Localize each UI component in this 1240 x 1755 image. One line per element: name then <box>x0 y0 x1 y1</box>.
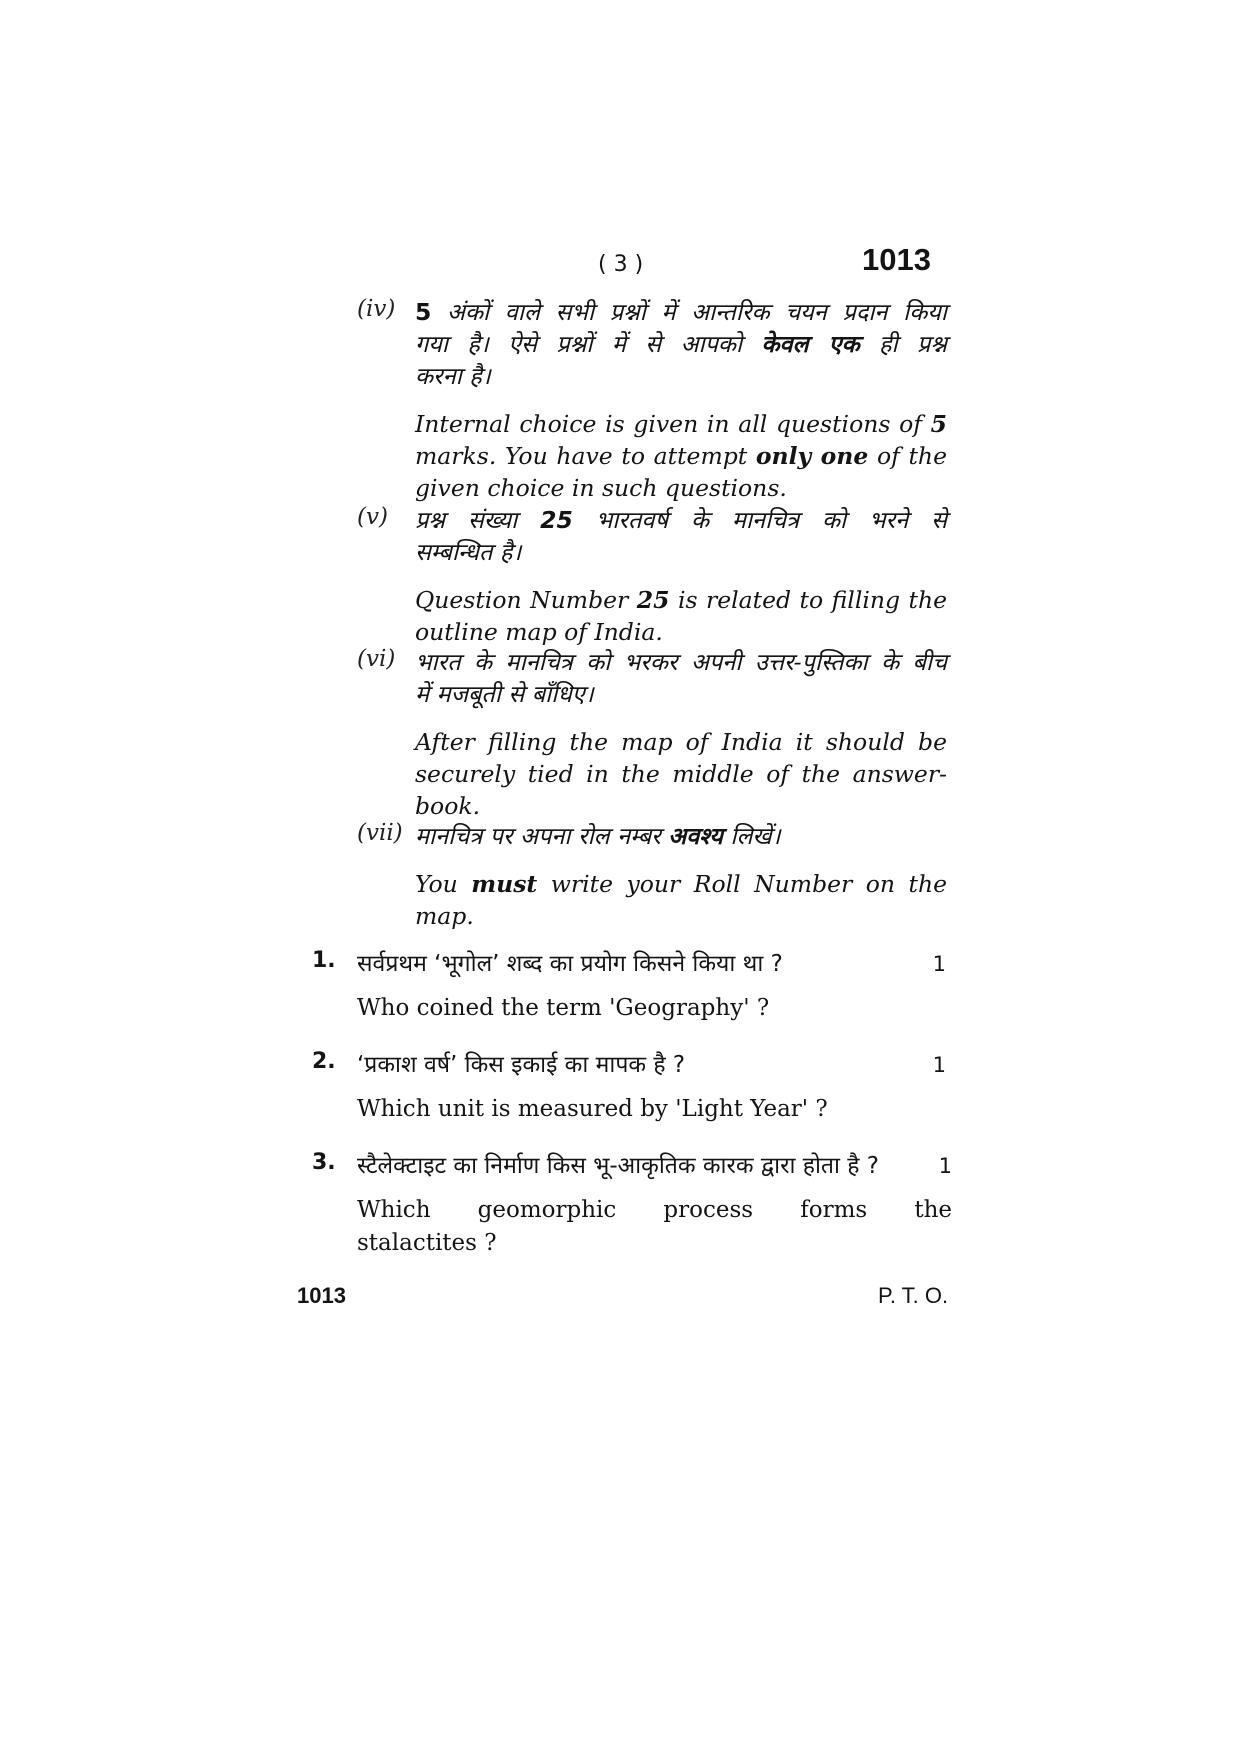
instruction-numeral: (vi) <box>357 646 396 672</box>
question-3 <box>312 1150 952 1260</box>
instruction-english: You must write your Roll Number on the map. <box>415 870 948 930</box>
question-2 <box>312 1049 952 1126</box>
question-english: stalactites ? <box>357 1230 497 1256</box>
question-marks: 1 <box>938 1154 952 1178</box>
instruction-hindi: में मजबूती से बाँधिए। <box>415 680 594 708</box>
pto-label: P. T. O. <box>878 1283 949 1308</box>
instruction-vii <box>357 820 947 932</box>
instruction-hindi: सम्बन्धित है। <box>415 538 522 566</box>
question-number: 2. <box>312 1049 336 1074</box>
question-marks: 1 <box>932 1053 946 1077</box>
instruction-hindi: 5 अंकों वाले सभी प्रश्नों में आन्तरिक चयन प्रदान किया <box>415 298 947 326</box>
question-english: Which geomorphic process forms the <box>357 1197 952 1223</box>
instruction-hindi: गया है। ऐसे प्रश्नों में से आपको केवल एक ही प्रश्न <box>415 330 948 358</box>
question-english: Which unit is measured by 'Light Year' ? <box>357 1096 828 1122</box>
question-1 <box>312 948 952 1025</box>
instruction-hindi: प्रश्न संख्या 25 भारतवर्ष के मानचित्र को भरने से <box>415 506 947 534</box>
question-hindi: सर्वप्रथम ‘भूगोल’ शब्द का प्रयोग किसने किया था ? 1 <box>357 948 952 980</box>
instruction-numeral: (vii) <box>357 820 403 846</box>
instruction-english: After filling the map of India it should be securely tied in the middle of the answer-book. <box>415 728 947 820</box>
instruction-hindi: भारत के मानचित्र को भरकर अपनी उत्तर-पुस्तिका के बीच <box>415 648 947 676</box>
paper-code-header: 1013 <box>862 242 931 277</box>
instruction-iv <box>357 296 947 504</box>
question-english: Who coined the term 'Geography' ? <box>357 995 770 1021</box>
question-number: 3. <box>312 1150 336 1175</box>
instruction-english: Internal choice is given in all questions of 5 marks. You have to attempt only one of the given choice in such questions. <box>415 410 947 502</box>
instruction-english: Question Number 25 is related to filling the outline map of India. <box>415 586 947 646</box>
paper-code-footer: 1013 <box>297 1283 346 1308</box>
question-hindi: स्टैलेक्टाइट का निर्माण किस भू-आकृतिक कारक द्वारा होता है ? 1 <box>357 1150 952 1182</box>
page-number: ( 3 ) <box>598 252 644 277</box>
question-hindi: ‘प्रकाश वर्ष’ किस इकाई का मापक है ? 1 <box>357 1049 952 1081</box>
question-marks: 1 <box>932 952 946 976</box>
instruction-numeral: (v) <box>357 504 388 530</box>
instruction-vi <box>357 646 947 822</box>
instruction-numeral: (iv) <box>357 296 396 322</box>
question-number: 1. <box>312 948 336 973</box>
instruction-hindi: करना है। <box>415 362 491 390</box>
instruction-hindi: मानचित्र पर अपना रोल नम्बर अवश्य लिखें। <box>415 822 781 850</box>
instruction-v <box>357 504 947 648</box>
